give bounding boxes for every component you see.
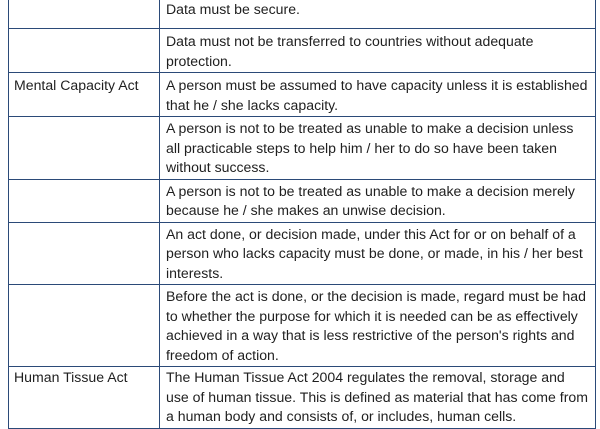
principle-cell: The Human Tissue Act 2004 regulates the removal, storage and use of human tissue. This is defined as material that has come from a human body and consists of, or includes, human cells.: [160, 367, 596, 429]
table-row: [9, 117, 596, 180]
principle-cell: Data must not be transferred to countries without adequate protection.: [160, 29, 596, 73]
principle-cell: A person must be assumed to have capacity unless it is established that he / she lacks capacity.: [160, 73, 596, 117]
table-row: [9, 29, 596, 73]
table-row: [9, 0, 596, 29]
principle-cell: A person is not to be treated as unable to make a decision merely because he / she makes an unwise decision.: [160, 179, 596, 222]
table-row: [9, 367, 596, 429]
act-cell: [9, 29, 160, 73]
principle-cell: A person is not to be treated as unable to make a decision unless all practicable steps to help him / her to do so have been taken without success.: [160, 117, 596, 180]
legislation-table: [8, 0, 596, 429]
principle-cell: Data must be secure.: [160, 0, 596, 29]
act-cell: Mental Capacity Act: [9, 73, 160, 117]
principle-cell: An act done, or decision made, under this Act for or on behalf of a person who lacks capacity must be done, or made, in his / her best interests.: [160, 222, 596, 285]
act-cell: [9, 117, 160, 180]
table-row: [9, 285, 596, 367]
act-cell: [9, 0, 160, 29]
act-cell: [9, 179, 160, 222]
act-cell: Human Tissue Act: [9, 367, 160, 429]
act-cell: [9, 285, 160, 367]
principle-cell: Before the act is done, or the decision is made, regard must be had to whether the purpose for which it is needed can be as effectively achieved in a way that is less restrictive of the person's rights and freedom of action.: [160, 285, 596, 367]
table-row: [9, 222, 596, 285]
table-row: [9, 179, 596, 222]
table-row: [9, 73, 596, 117]
act-cell: [9, 222, 160, 285]
